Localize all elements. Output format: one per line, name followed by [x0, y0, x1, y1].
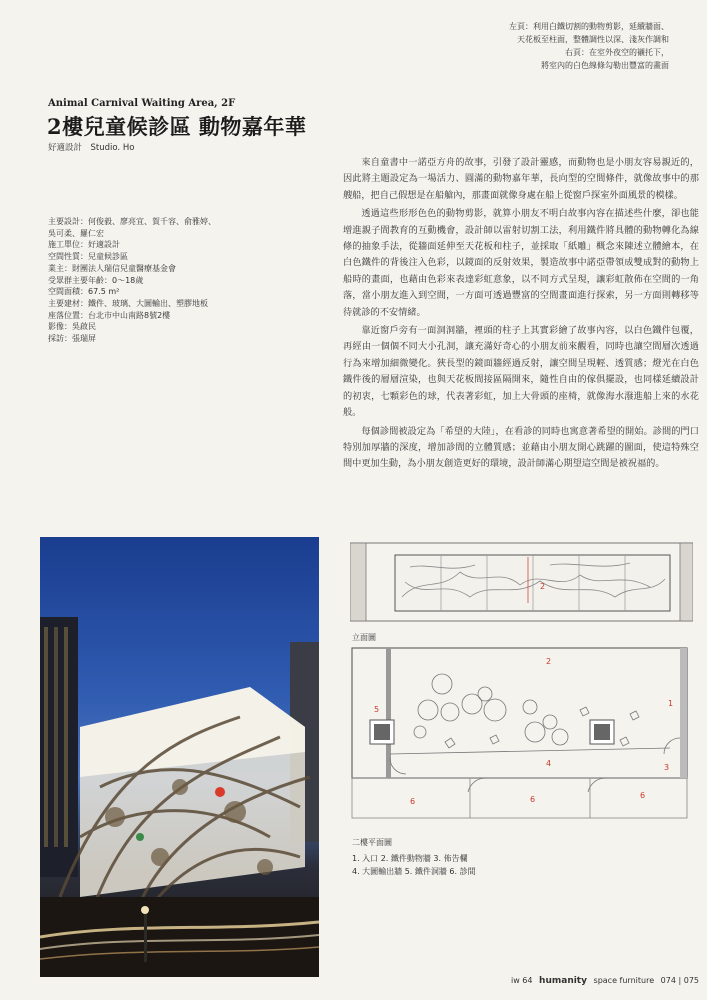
article-body	[343, 155, 699, 475]
night-exterior-photo	[40, 537, 319, 977]
credit-line: 空間面積：67.5 m²	[48, 287, 120, 297]
plan-number-animal-wall: 2	[546, 657, 552, 666]
credit-line: 主要建材：鐵件、玻璃、大圖輸出、塑膠地板	[48, 298, 208, 308]
article-title: 2樓兒童候診區 動物嘉年華	[47, 114, 307, 139]
elevation-label: 立面圖	[352, 633, 376, 642]
credit-line: 影像：吳啟民	[48, 322, 96, 332]
plan-number-print-wall: 4	[546, 759, 552, 768]
elevation-number: 2	[540, 582, 546, 591]
project-credits	[48, 216, 268, 345]
plan-number-clinic-b: 6	[530, 795, 536, 804]
body-paragraph: 靠近窗戶旁有一面洞洞牆，裡頭的柱子上其實彩繪了故事內容，以白色鐵件包覆，再經由一個個不同大小孔洞，讓充滿好奇心的小朋友前來觀看，同時也讓空間層次透過行為來增加細微變化。狹長型的鏡面牆經過反射，讓空間呈現輕、透質感；燈光在白色鐵件後的層層渲染，也與天花板間接區隔開來，隨性自由的傢俱擺設，也同樣延續設計的初衷，七顆彩色的球，代表著彩虹，加上大骨頭的座椅，就像海水潑進船上來的水花般。	[343, 325, 699, 419]
english-subtitle: Animal Carnival Waiting Area, 2F	[48, 98, 236, 109]
plan-number-bulletin: 3	[664, 763, 670, 772]
page-footer	[507, 976, 699, 986]
credit-line: 施工單位：好適設計	[48, 240, 120, 250]
credit-line: 主要設計：何俊毅、廖亮宜、賀千容、俞雅婷、	[48, 217, 216, 226]
plan-number-hole-wall: 5	[374, 705, 380, 714]
credit-line: 座落位置：台北市中山南路8號2樓	[48, 310, 171, 320]
floor-plan-label: 二樓平面圖	[352, 838, 392, 847]
issue-number: iw 64	[511, 976, 533, 985]
caption-line: 將室內的白色線條勾勒出豐富的畫面	[541, 61, 669, 70]
plan-legend	[352, 852, 476, 878]
credit-line: 業主：財團法人瑞信兒童醫療基金會	[48, 263, 176, 273]
photo-captions	[439, 20, 669, 72]
page-numbers: 074 | 075	[660, 976, 699, 985]
magazine-brand: humanity	[539, 976, 587, 986]
body-paragraph: 每個診間被設定為「希望的大陸」，在看診的同時也寓意著希望的開始。診間的門口特別加厚牆的深度，增加診間的立體質感；並藉由小朋友開心跳躍的圖面，使這特殊空間中更加生動，為小朋友創造更好的環境，設計師滿心期望這空間是被祝福的。	[343, 425, 699, 470]
elevation-drawing	[350, 537, 693, 627]
credit-line: 空間性質：兒童候診區	[48, 252, 128, 262]
body-paragraph: 透過這些形形色色的動物剪影，就算小朋友不明白故事內容在描述些什麼，卻也能增進親子間教育的互動機會，設計師以雷射切割工法，利用鐵件將具體的動物轉化為線條的抽象手法，從牆面延伸至天花板和柱子，並採取「紙雕」概念來陳述立體繪本，在白色鐵件的背後注入色彩，以鏡面的反射效果，製造故事中諾亞帶領成雙成對的動物上船時的畫面，也藉由色彩來表達彩虹意象，以不同方式呈現，讓彩虹散佈在空間的一角落，當小朋友進入到空間，一方面可透過豐富的空間畫面進行探索，另一方面則轉移等待就診的不安情緒。	[343, 208, 699, 318]
caption-line: 左頁：利用白鐵切割的動物剪影，延續牆面、	[509, 22, 669, 31]
caption-line: 天花板至柱面，整體調性以深、淺灰作調和	[517, 35, 669, 44]
caption-line: 右頁：在室外夜空的襯托下，	[565, 48, 669, 57]
credit-line: 採訪：張瑞屏	[48, 334, 96, 344]
designer-credit: 好適設計 Studio. Ho	[48, 143, 135, 153]
plan-number-clinic-a: 6	[410, 797, 416, 806]
credit-line: 受眾群主要年齡：0～18歲	[48, 275, 144, 285]
legend-line: 4. 大圖輸出牆 5. 鐵件洞牆 6. 診間	[352, 867, 476, 876]
credit-line: 吳可柔、羅仁宏	[48, 228, 104, 238]
body-paragraph: 來自童書中一諾亞方舟的故事，引發了設計靈感，而動物也是小朋友容易親近的，因此將主題設定為一場活力、圓滿的動物嘉年華，長向型的空間條件，就像故事中的那艘船，把自己假想是在船艙內，那畫面就像身處在船上從窗戶探室外面風景的模樣。	[343, 157, 699, 201]
footer-tags: space furniture	[593, 976, 655, 985]
plan-number-clinic-c: 6	[640, 791, 646, 800]
plan-number-entrance: 1	[668, 699, 674, 708]
legend-line: 1. 入口 2. 鐵件動物牆 3. 佈告欄	[352, 854, 468, 863]
floor-plan-drawing	[350, 642, 695, 822]
